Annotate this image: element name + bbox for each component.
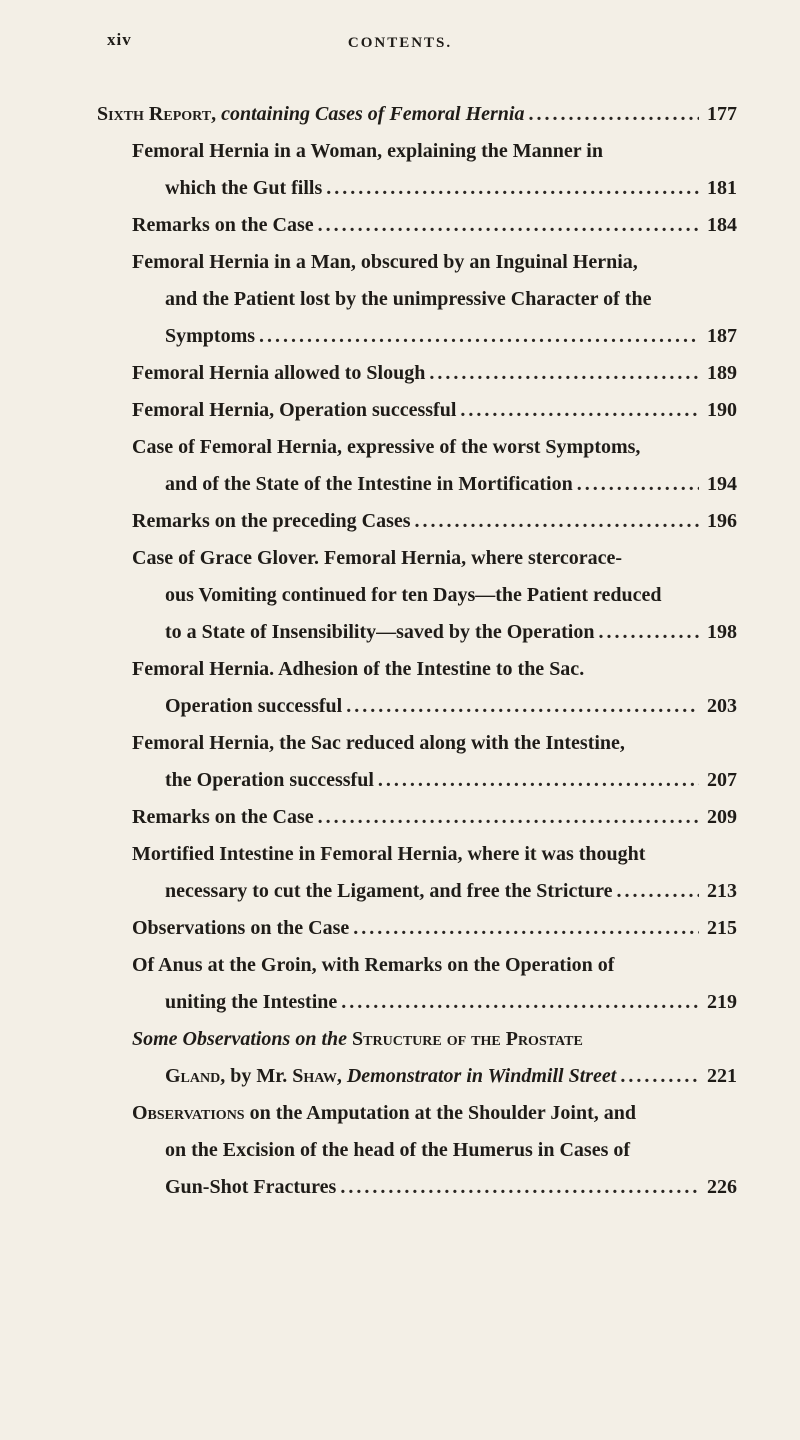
entry-title <box>165 466 573 503</box>
toc-line <box>97 614 737 651</box>
toc-entry <box>97 947 737 1021</box>
entry-title <box>132 1021 583 1058</box>
page-header <box>0 30 800 60</box>
entry-title <box>165 984 337 1021</box>
title-segment: containing Cases of Femoral Hernia <box>216 103 525 125</box>
title-segment: Operation successful <box>165 695 343 717</box>
title-segment: Of Anus at the Groin, with Remarks on the Operation of <box>132 954 615 976</box>
toc-line <box>97 762 737 799</box>
dot-leader <box>259 318 699 355</box>
toc-entry <box>97 133 737 207</box>
entry-title <box>165 1058 616 1095</box>
title-segment: Case of Femoral Hernia, expressive of the worst Symptoms, <box>132 436 641 458</box>
dot-leader <box>620 1058 699 1095</box>
toc-entry <box>97 96 737 133</box>
dot-leader <box>528 96 699 133</box>
title-segment: Femoral Hernia, Operation successful <box>132 399 457 421</box>
title-segment: Some Observations on the <box>132 1028 348 1050</box>
title-segment: which the Gut fills <box>165 177 323 199</box>
entry-title <box>132 1095 636 1132</box>
page-number: xiv <box>107 30 132 49</box>
dot-leader <box>318 207 699 244</box>
page-ref: 190 <box>707 399 737 421</box>
toc-entry <box>97 392 737 429</box>
title-segment: Femoral Hernia. Adhesion of the Intestine to the Sac. <box>132 658 585 680</box>
entry-title <box>132 133 603 170</box>
entry-title <box>165 318 255 355</box>
title-segment: on the Excision of the head of the Humerus in Cases of <box>165 1139 631 1161</box>
toc-line <box>97 1132 737 1169</box>
title-segment: uniting the Intestine <box>165 991 338 1013</box>
page-ref: 221 <box>707 1065 737 1087</box>
toc-line <box>97 355 737 392</box>
entry-title <box>165 281 651 318</box>
dot-leader <box>340 1169 699 1206</box>
entry-title <box>165 1132 630 1169</box>
toc-line <box>97 281 737 318</box>
dot-leader <box>415 503 699 540</box>
title-segment: Symptoms <box>165 325 256 347</box>
toc-entry <box>97 429 737 503</box>
dot-leader <box>429 355 699 392</box>
entry-title <box>132 651 584 688</box>
toc-line <box>97 503 737 540</box>
title-segment: necessary to cut the Ligament, and free the Stricture <box>165 880 613 902</box>
toc-line <box>97 651 737 688</box>
table-of-contents <box>97 96 737 1206</box>
toc-line <box>97 1021 737 1058</box>
toc-entry <box>97 503 737 540</box>
dot-leader <box>341 984 699 1021</box>
page-ref: 184 <box>707 214 737 236</box>
toc-entry <box>97 799 737 836</box>
title-segment: Femoral Hernia in a Woman, explaining the Manner in <box>132 140 603 162</box>
toc-line <box>97 318 737 355</box>
dot-leader <box>617 873 700 910</box>
entry-title <box>165 1169 336 1206</box>
dot-leader <box>577 466 699 503</box>
toc-line <box>97 1169 737 1206</box>
entry-title <box>132 244 638 281</box>
toc-line <box>97 540 737 577</box>
entry-title <box>165 688 342 725</box>
toc-line <box>97 466 737 503</box>
page-ref: 215 <box>707 917 737 939</box>
dot-leader <box>460 392 699 429</box>
dot-leader <box>378 762 699 799</box>
toc-entry <box>97 207 737 244</box>
entry-title <box>132 540 622 577</box>
toc-line <box>97 947 737 984</box>
entry-title <box>132 947 614 984</box>
entry-title <box>165 577 662 614</box>
page-ref: 189 <box>707 362 737 384</box>
toc-line <box>97 873 737 910</box>
title-segment: Remarks on the preceding Cases <box>132 510 411 532</box>
title-segment: on the Amputation at the Shoulder Joint, and <box>244 1102 636 1124</box>
dot-leader <box>346 688 699 725</box>
title-segment: the Operation successful <box>165 769 374 791</box>
page-ref: 196 <box>707 510 737 532</box>
entry-title <box>132 355 425 392</box>
entry-title <box>165 873 613 910</box>
page-ref: 198 <box>707 621 737 643</box>
entry-title <box>132 429 640 466</box>
title-segment: Structure of the Prostate <box>347 1028 583 1050</box>
title-segment: and of the State of the Intestine in Mortification <box>165 473 573 495</box>
title-segment: Remarks on the Case <box>132 806 314 828</box>
toc-line <box>97 207 737 244</box>
toc-line <box>97 133 737 170</box>
title-segment: Femoral Hernia, the Sac reduced along with the Intestine, <box>132 732 625 754</box>
toc-line <box>97 170 737 207</box>
toc-line <box>97 1058 737 1095</box>
dot-leader <box>598 614 699 651</box>
page-ref: 187 <box>707 325 737 347</box>
toc-entry <box>97 836 737 910</box>
toc-entry <box>97 355 737 392</box>
title-segment: ous Vomiting continued for ten Days—the Patient reduced <box>165 584 662 606</box>
page-ref: 203 <box>707 695 737 717</box>
page-ref: 219 <box>707 991 737 1013</box>
toc-line <box>97 688 737 725</box>
page-ref: 226 <box>707 1176 737 1198</box>
entry-title <box>132 910 349 947</box>
toc-entry <box>97 910 737 947</box>
entry-title <box>165 762 374 799</box>
toc-line <box>97 725 737 762</box>
dot-leader <box>326 170 699 207</box>
page-ref: 177 <box>707 103 737 125</box>
toc-entry <box>97 725 737 799</box>
entry-title <box>132 836 645 873</box>
title-segment: Mortified Intestine in Femoral Hernia, where it was thought <box>132 843 646 865</box>
entry-title <box>132 503 411 540</box>
toc-line <box>97 96 737 133</box>
title-segment: Femoral Hernia allowed to Slough <box>132 362 426 384</box>
entry-title <box>132 725 625 762</box>
title-segment: Femoral Hernia in a Man, obscured by an Inguinal Hernia, <box>132 251 638 273</box>
entry-title <box>97 96 524 133</box>
title-segment: Gun-Shot Fractures <box>165 1176 337 1198</box>
title-segment: Observations <box>132 1102 245 1124</box>
toc-line <box>97 910 737 947</box>
toc-line <box>97 836 737 873</box>
title-segment: to a State of Insensibility—saved by the Operation <box>165 621 595 643</box>
page-ref: 181 <box>707 177 737 199</box>
running-head: CONTENTS. <box>347 35 453 51</box>
title-segment: Observations on the Case <box>132 917 350 939</box>
title-segment: Remarks on the Case <box>132 214 314 236</box>
toc-line <box>97 244 737 281</box>
entry-title <box>165 614 594 651</box>
toc-entry <box>97 244 737 355</box>
entry-title <box>132 207 314 244</box>
title-segment: and the Patient lost by the unimpressive Character of the <box>165 288 652 310</box>
page-ref: 213 <box>707 880 737 902</box>
dot-leader <box>318 799 699 836</box>
toc-line <box>97 1095 737 1132</box>
toc-entry <box>97 540 737 651</box>
toc-line <box>97 392 737 429</box>
title-segment: Shaw, <box>292 1065 342 1087</box>
toc-line <box>97 799 737 836</box>
toc-entry <box>97 1095 737 1206</box>
page-ref: 209 <box>707 806 737 828</box>
toc-entry <box>97 1021 737 1095</box>
title-segment: Demonstrator in Windmill Street <box>341 1065 617 1087</box>
entry-title <box>165 170 322 207</box>
toc-line <box>97 984 737 1021</box>
title-segment: Gland, <box>165 1065 226 1087</box>
title-segment: by Mr. <box>225 1065 293 1087</box>
title-segment: Case of Grace Glover. Femoral Hernia, where stercorace- <box>132 547 622 569</box>
title-segment: Sixth Report, <box>97 103 217 125</box>
dot-leader <box>353 910 699 947</box>
toc-entry <box>97 651 737 725</box>
page-ref: 207 <box>707 769 737 791</box>
toc-line <box>97 577 737 614</box>
entry-title <box>132 799 314 836</box>
page-ref: 194 <box>707 473 737 495</box>
toc-line <box>97 429 737 466</box>
entry-title <box>132 392 456 429</box>
